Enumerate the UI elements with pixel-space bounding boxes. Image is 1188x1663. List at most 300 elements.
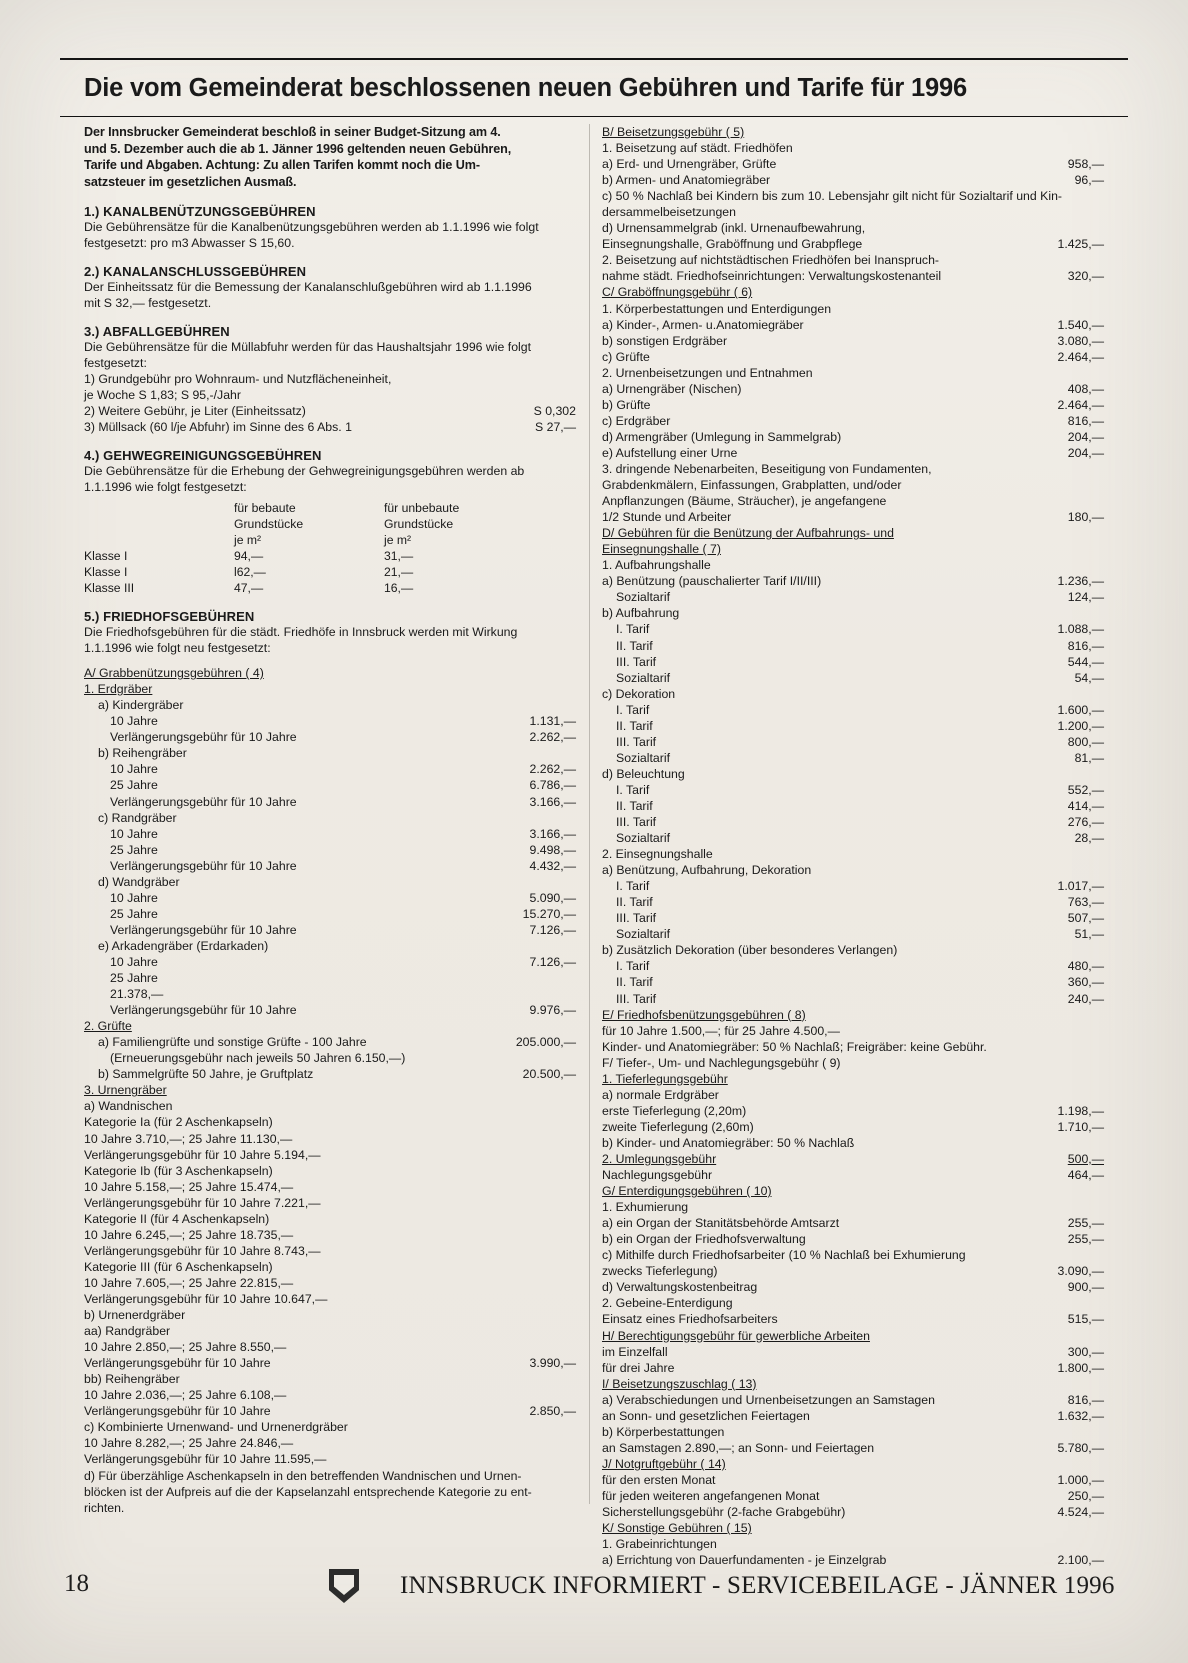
fee-line: 10 Jahre 3.710,—; 25 Jahre 11.130,— — [84, 1131, 293, 1146]
fee-line: aa) Randgräber — [84, 1324, 171, 1339]
fee-row — [602, 236, 1104, 252]
top-rule — [60, 58, 1128, 60]
tail-line: d) Für überzählige Aschenkapseln in den betreffenden Wandnischen und Urnen- — [84, 1468, 522, 1483]
th-blank — [84, 532, 234, 548]
fee-row — [602, 1408, 1104, 1424]
fee-row — [602, 1311, 1104, 1327]
fee-value: 1.088,— — [1057, 622, 1104, 637]
fee-row — [84, 777, 576, 793]
sonstige-list — [602, 1536, 1104, 1568]
fee-value: 900,— — [1067, 1280, 1104, 1295]
fee-line: 1. Aufbahrungshalle — [602, 558, 711, 573]
fee-label: a) Verabschiedungen und Urnenbeisetzungen an Samstagen — [602, 1392, 935, 1407]
fee-row — [602, 1151, 1104, 1167]
fee-line: Kategorie Ia (für 2 Aschenkapseln) — [84, 1115, 273, 1130]
subsection-d-heading: D/ Gebühren für die Benützung der Aufbahrungs- und — [602, 526, 894, 541]
fee-value: 300,— — [1067, 1344, 1104, 1359]
fee-value: 5.780,— — [1057, 1440, 1104, 1455]
fee-row — [602, 894, 1104, 910]
fee-label: für jeden weiteren angefangenen Monat — [602, 1488, 820, 1503]
fee-line: Verlängerungsgebühr für 10 Jahre 5.194,— — [84, 1147, 321, 1162]
fee-row — [84, 1355, 576, 1371]
th-blank — [84, 500, 234, 516]
section-1-line: festgesetzt: pro m3 Abwasser S 15,60. — [84, 235, 295, 250]
th-unbebaut: für unbebaute — [384, 500, 460, 515]
fee-value: 20.500,— — [522, 1067, 576, 1082]
fee-value: 507,— — [1067, 911, 1104, 926]
section-2-line: Der Einheitssatz für die Bemessung der Kanalanschlußgebühren wird ab 1.1.1996 — [84, 280, 532, 295]
intro-paragraph — [84, 124, 576, 191]
fee-label: III. Tarif — [616, 991, 657, 1006]
subsection-g-heading: G/ Enterdigungsgebühren ( 10) — [602, 1184, 772, 1199]
fee-label: b) Armen- und Anatomiegräber — [602, 173, 771, 188]
fee-value: 500,— — [1067, 1152, 1104, 1166]
fee-label: b) Grüfte — [602, 397, 651, 412]
fee-row — [602, 1504, 1104, 1520]
subsection-grufte-sub: 2. Grüfte — [84, 1019, 132, 1034]
fee-line: 2. Beisetzung auf nichtstädtischen Friedhöfen bei Inanspruch- — [602, 253, 940, 268]
footer-title: INNSBRUCK INFORMIERT - SERVICEBEILAGE - JÄNNER 1996 — [400, 1572, 1115, 1599]
fee-value: 2.262,— — [529, 762, 576, 777]
fee-label: Verlängerungsgebühr für 10 Jahre — [110, 730, 297, 745]
fee-row — [602, 702, 1104, 718]
fee-line: (Erneuerungsgebühr nach jeweils 50 Jahren 6.150,—) — [110, 1051, 406, 1066]
fee-label: Verlängerungsgebühr für 10 Jahre — [84, 1404, 271, 1419]
subsection-k-heading: K/ Sonstige Gebühren ( 15) — [602, 1521, 752, 1536]
cell-unbebaut: 31,— — [384, 548, 414, 563]
fee-line: bb) Reihengräber — [84, 1372, 180, 1387]
right-column — [602, 124, 1104, 1568]
cell-bebaut: 47,— — [234, 580, 264, 595]
fee-line: Anpflanzungen (Bäume, Sträucher), je angefangene — [602, 494, 887, 509]
fee-line: dersammelbeisetzungen — [602, 205, 736, 220]
subsection-i-heading: I/ Beisetzungszuschlag ( 13) — [602, 1376, 757, 1391]
fee-value: 1.131,— — [529, 714, 576, 729]
fee-label: III. Tarif — [616, 815, 657, 830]
fee-row — [84, 419, 576, 435]
fee-row — [84, 1002, 576, 1018]
fee-line: Kategorie Ib (für 3 Aschenkapseln) — [84, 1163, 273, 1178]
fee-label: Verlängerungsgebühr für 10 Jahre — [110, 1003, 297, 1018]
fee-row — [84, 1034, 576, 1050]
table-row — [84, 564, 576, 580]
fee-row — [602, 445, 1104, 461]
fee-value: 4.524,— — [1057, 1505, 1104, 1520]
fee-value: 1.000,— — [1057, 1472, 1104, 1487]
table-header-row — [84, 516, 576, 532]
fee-row — [602, 830, 1104, 846]
fee-row — [84, 890, 576, 906]
fee-label: an Sonn- und gesetzlichen Feiertagen — [602, 1408, 810, 1423]
fee-value: 1.017,— — [1057, 879, 1104, 894]
fee-row — [602, 429, 1104, 445]
fee-label: I. Tarif — [616, 622, 650, 637]
fee-line: 1. Exhumierung — [602, 1200, 689, 1215]
tieferlegung-list — [602, 1087, 1104, 1183]
section-4-line: Die Gebührensätze für die Erhebung der Gehwegreinigungsgebühren werden ab — [84, 464, 525, 479]
page-footer — [60, 1566, 1128, 1612]
subsection-urnen-sub: 3. Urnengräber — [84, 1083, 167, 1098]
fee-row — [602, 1215, 1104, 1231]
fee-line: 21.378,— — [110, 987, 164, 1002]
fee-value: S 0,302 — [533, 404, 576, 419]
fee-label: Sicherstellungsgebühr (2-fache Grabgebühr) — [602, 1505, 846, 1520]
fee-label: für den ersten Monat — [602, 1472, 716, 1487]
tail-line: richten. — [84, 1500, 125, 1515]
fee-row — [84, 761, 576, 777]
fee-line: d) Wandgräber — [98, 874, 180, 889]
fee-value: 1.710,— — [1057, 1119, 1104, 1134]
fee-line: c) Dekoration — [602, 686, 676, 701]
section-3-line: je Woche S 1,83; S 95,-/Jahr — [84, 388, 241, 403]
fee-label: zwecks Tieferlegung) — [602, 1264, 718, 1279]
subsection-c-heading: C/ Graböffnungsgebühr ( 6) — [602, 285, 753, 300]
fee-label: a) Errichtung von Dauerfundamenten - je Einzelgrab — [602, 1553, 887, 1568]
fee-row — [84, 922, 576, 938]
fee-label: III. Tarif — [616, 734, 657, 749]
fee-label: III. Tarif — [616, 654, 657, 669]
fee-value: S 27,— — [534, 420, 576, 435]
fee-row — [602, 1119, 1104, 1135]
fee-label: II. Tarif — [616, 718, 653, 733]
fee-row — [602, 621, 1104, 637]
section-3-line: festgesetzt: — [84, 356, 147, 371]
fee-row — [602, 814, 1104, 830]
fee-row — [602, 1167, 1104, 1183]
fee-row — [602, 991, 1104, 1007]
fee-value: 205.000,— — [515, 1035, 576, 1050]
fee-line: 1. Beisetzung auf städt. Friedhöfen — [602, 141, 793, 156]
fee-row — [602, 878, 1104, 894]
fee-value: 81,— — [1074, 750, 1104, 765]
fee-value: 240,— — [1067, 991, 1104, 1006]
section-heading-1: 1.) KANALBENÜTZUNGSGEBÜHREN — [84, 203, 316, 219]
fee-label: b) Sammelgrüfte 50 Jahre, je Gruftplatz — [98, 1067, 314, 1082]
fee-label: 2. Umlegungsgebühr — [602, 1152, 717, 1166]
berechtigung-list — [602, 1344, 1104, 1376]
fee-value: 958,— — [1067, 157, 1104, 172]
fee-row — [602, 381, 1104, 397]
fee-value: 816,— — [1067, 638, 1104, 653]
fee-value: 408,— — [1067, 381, 1104, 396]
fee-row — [602, 1103, 1104, 1119]
fee-value: 360,— — [1067, 975, 1104, 990]
subsection-f-heading: F/ Tiefer-, Um- und Nachlegungsgebühr ( 9) — [602, 1055, 841, 1070]
fee-label: Nachlegungsgebühr — [602, 1168, 713, 1183]
fee-value: 464,— — [1067, 1168, 1104, 1183]
intro-line: und 5. Dezember auch die ab 1. Jänner 1996 geltenden neuen Gebühren, — [84, 141, 512, 156]
fee-value: 1.632,— — [1057, 1408, 1104, 1423]
fee-row — [84, 826, 576, 842]
grufte-list — [84, 1034, 576, 1082]
fee-value: 1.800,— — [1057, 1360, 1104, 1375]
fee-label: II. Tarif — [616, 638, 653, 653]
fee-line: 10 Jahre 7.605,—; 25 Jahre 22.815,— — [84, 1275, 294, 1290]
fee-row — [602, 156, 1104, 172]
fee-label: 3) Müllsack (60 l/je Abfuhr) im Sinne des 6 Abs. 1 — [84, 420, 352, 435]
innsbruck-crest-icon — [326, 1566, 362, 1606]
fee-row — [84, 1403, 576, 1419]
notgruft-list — [602, 1472, 1104, 1520]
subsection-b-heading: B/ Beisetzungsgebühr ( 5) — [602, 125, 745, 139]
section-3-line: Die Gebührensätze für die Müllabfuhr werden für das Haushaltsjahr 1996 wie folgt — [84, 340, 532, 355]
subsection-e-heading: E/ Friedhofsbenützungsgebühren ( 8) — [602, 1007, 806, 1022]
fee-label: Sozialtarif — [616, 831, 670, 846]
beisetzungszuschlag-list — [602, 1392, 1104, 1456]
section-5-line: Die Friedhofsgebühren für die städt. Friedhöfe in Innsbruck werden mit Wirkung — [84, 625, 518, 640]
subsection-a-heading: A/ Grabbenützungsgebühren ( 4) — [84, 666, 264, 681]
cell-class: Klasse III — [84, 580, 135, 595]
th-unit: je m² — [234, 532, 262, 547]
fee-value: 2.262,— — [529, 730, 576, 745]
fee-value: 3.166,— — [529, 794, 576, 809]
fee-label: 1/2 Stunde und Arbeiter — [602, 510, 732, 525]
fee-line: c) 50 % Nachlaß bei Kindern bis zum 10. Lebensjahr gilt nicht für Sozialtarif und Kin- — [602, 189, 1062, 204]
intro-line: Der Innsbrucker Gemeinderat beschloß in seiner Budget-Sitzung am 4. — [84, 125, 501, 139]
fee-value: 414,— — [1067, 798, 1104, 813]
subsection-j-heading: J/ Notgruftgebühr ( 14) — [602, 1456, 726, 1471]
section-heading-5: 5.) FRIEDHOFSGEBÜHREN — [84, 609, 255, 625]
fee-label: a) ein Organ der Stanitätsbehörde Amtsarzt — [602, 1216, 840, 1231]
fee-label: nahme städt. Friedhofseinrichtungen: Verwaltungskostenanteil — [602, 269, 942, 284]
fee-line: b) Urnenerdgräber — [84, 1308, 186, 1323]
left-column — [84, 124, 576, 1516]
fee-row — [602, 413, 1104, 429]
fee-line: Verlängerungsgebühr für 10 Jahre 11.595,— — [84, 1452, 327, 1467]
fee-value: 2.464,— — [1057, 397, 1104, 412]
spacer — [84, 656, 576, 665]
th-blank — [84, 516, 234, 532]
fee-line: d) Beleuchtung — [602, 766, 685, 781]
th-grundstuecke: Grundstücke — [234, 516, 304, 531]
fee-value: 5.090,— — [529, 890, 576, 905]
fee-value: 552,— — [1067, 782, 1104, 797]
fee-value: 250,— — [1067, 1488, 1104, 1503]
fee-value: 96,— — [1074, 173, 1104, 188]
fee-row — [602, 1392, 1104, 1408]
fee-label: I. Tarif — [616, 702, 650, 717]
fee-label: für drei Jahre — [602, 1360, 675, 1375]
fee-line: Verlängerungsgebühr für 10 Jahre 8.743,— — [84, 1243, 321, 1258]
fee-value: 1.600,— — [1057, 702, 1104, 717]
urnengraeber-list — [84, 1098, 576, 1307]
erdgraeber-list — [84, 697, 576, 1018]
fee-row — [602, 1360, 1104, 1376]
fee-line: Verlängerungsgebühr für 10 Jahre 7.221,— — [84, 1195, 321, 1210]
fee-line: c) Mithilfe durch Friedhofsarbeiter (10 % Nachlaß bei Exhumierung — [602, 1248, 966, 1263]
fee-value: 1.236,— — [1057, 574, 1104, 589]
fee-line: b) Kinder- und Anatomiegräber: 50 % Nachlaß — [602, 1135, 855, 1150]
subsection-f-sub: 1. Tieferlegungsgebühr — [602, 1071, 728, 1086]
section-heading-3: 3.) ABFALLGEBÜHREN — [84, 324, 230, 340]
fee-row — [602, 750, 1104, 766]
fee-label: b) ein Organ der Friedhofsverwaltung — [602, 1232, 806, 1247]
fee-row — [602, 974, 1104, 990]
fee-row — [602, 670, 1104, 686]
fee-line: Verlängerungsgebühr für 10 Jahre 10.647,— — [84, 1291, 328, 1306]
section-1-line: Die Gebührensätze für die Kanalbenützungsgebühren werden ab 1.1.1996 wie folgt — [84, 219, 539, 234]
fee-value: 544,— — [1067, 654, 1104, 669]
fee-line: b) Reihengräber — [98, 746, 187, 761]
intro-line: satzsteuer im gesetzlichen Ausmaß. — [84, 175, 297, 190]
fee-value: 7.126,— — [529, 955, 576, 969]
fee-label: a) Erd- und Urnengräber, Grüfte — [602, 157, 777, 172]
fee-row — [602, 782, 1104, 798]
fee-line: e) Arkadengräber (Erdarkaden) — [98, 938, 269, 953]
fee-value: 763,— — [1067, 895, 1104, 910]
th-grundstuecke: Grundstücke — [384, 516, 454, 531]
fee-line: 10 Jahre 2.850,—; 25 Jahre 8.550,— — [84, 1340, 287, 1355]
fee-label: 10 Jahre — [110, 762, 158, 777]
fee-value: 7.126,— — [529, 922, 576, 937]
fee-value: 2.850,— — [529, 1404, 576, 1419]
fee-value: 204,— — [1067, 429, 1104, 444]
fee-value: 816,— — [1067, 413, 1104, 428]
fee-label: a) Urnengräber (Nischen) — [602, 381, 742, 396]
fee-value: 255,— — [1067, 1232, 1104, 1247]
cell-class: Klasse I — [84, 548, 128, 563]
fee-value: 124,— — [1067, 590, 1104, 605]
fee-label: I. Tarif — [616, 959, 650, 974]
fee-row — [602, 268, 1104, 284]
fee-row — [602, 1472, 1104, 1488]
fee-line: Kategorie II (für 4 Aschenkapseln) — [84, 1211, 270, 1226]
fee-label: im Einzelfall — [602, 1344, 668, 1359]
e-line: Kinder- und Anatomiegräber: 50 % Nachlaß; Freigräber: keine Gebühr. — [602, 1039, 987, 1054]
fee-label: II. Tarif — [616, 975, 653, 990]
fee-label: b) sonstigen Erdgräber — [602, 333, 728, 348]
fee-line: 10 Jahre 6.245,—; 25 Jahre 18.735,— — [84, 1227, 294, 1242]
fee-row — [602, 509, 1104, 525]
fee-row — [84, 858, 576, 874]
table-row — [84, 580, 576, 596]
fee-label: a) Kinder-, Armen- u.Anatomiegräber — [602, 317, 804, 332]
fee-line: b) Aufbahrung — [602, 606, 680, 621]
fee-value: 15.270,— — [522, 906, 576, 921]
fee-value: 28,— — [1074, 831, 1104, 846]
fee-label: Einsegnungshalle, Graböffnung und Grabpflege — [602, 237, 863, 252]
fee-label: III. Tarif — [616, 911, 657, 926]
fee-label: Sozialtarif — [616, 670, 670, 685]
fee-line: d) Urnensammelgrab (inkl. Urnenaufbewahrung, — [602, 221, 866, 236]
fee-line: a) Kindergräber — [98, 698, 184, 713]
fee-value: 9.976,— — [529, 1003, 576, 1018]
fee-row — [84, 1066, 576, 1082]
fee-row — [602, 718, 1104, 734]
fee-row — [602, 1344, 1104, 1360]
fee-label: 10 Jahre — [110, 714, 158, 729]
subsection-a-sub: 1. Erdgräber — [84, 682, 153, 697]
fee-line: Kategorie III (für 6 Aschenkapseln) — [84, 1259, 273, 1274]
fee-label: Einsatz eines Friedhofsarbeiters — [602, 1312, 778, 1327]
fee-row — [602, 638, 1104, 654]
fee-label: Verlängerungsgebühr für 10 Jahre — [110, 922, 297, 937]
th-unit: je m² — [384, 532, 412, 547]
fee-value: 515,— — [1067, 1312, 1104, 1327]
fee-value: 2.464,— — [1057, 349, 1104, 364]
fee-value: 54,— — [1074, 670, 1104, 685]
fee-line: 3. dringende Nebenarbeiten, Beseitigung von Fundamenten, — [602, 461, 932, 476]
fee-label: 10 Jahre — [110, 890, 158, 905]
fee-value: 2.100,— — [1057, 1553, 1104, 1568]
fee-value: 4.432,— — [529, 858, 576, 873]
fee-line: a) normale Erdgräber — [602, 1087, 719, 1102]
cell-bebaut: l62,— — [234, 564, 266, 579]
fee-value: 276,— — [1067, 815, 1104, 830]
subsection-d-heading-2: Einsegnungshalle ( 7) — [602, 542, 721, 557]
fee-label: Verlängerungsgebühr für 10 Jahre — [110, 858, 297, 873]
title-rule — [60, 116, 1128, 117]
fee-line: 10 Jahre 2.036,—; 25 Jahre 6.108,— — [84, 1388, 287, 1403]
fee-label: 2) Weitere Gebühr, je Liter (Einheitssatz) — [84, 404, 306, 419]
fee-label: c) Erdgräber — [602, 413, 671, 428]
fee-line: 2. Einsegnungshalle — [602, 847, 713, 862]
table-header-row — [84, 532, 576, 548]
section-4-line: 1.1.1996 wie folgt festgesetzt: — [84, 480, 247, 495]
aufbahrung-list — [602, 557, 1104, 1006]
fee-label: II. Tarif — [616, 798, 653, 813]
fee-value: 3.080,— — [1057, 333, 1104, 348]
fee-value: 1.425,— — [1057, 237, 1104, 252]
fee-value: 1.198,— — [1057, 1103, 1104, 1118]
table-header-row — [84, 500, 576, 516]
fee-value: 816,— — [1067, 1392, 1104, 1407]
fee-row — [84, 842, 576, 858]
fee-label: an Samstagen 2.890,—; an Sonn- und Feiertagen — [602, 1440, 875, 1455]
fee-row — [602, 798, 1104, 814]
fee-value: 204,— — [1067, 445, 1104, 460]
fee-row — [602, 910, 1104, 926]
fee-label: e) Aufstellung einer Urne — [602, 445, 738, 460]
page-number: 18 — [64, 1570, 89, 1597]
fee-label: I. Tarif — [616, 879, 650, 894]
fee-value: 6.786,— — [529, 778, 576, 793]
fee-value: 800,— — [1067, 734, 1104, 749]
fee-label: a) Benützung (pauschalierter Tarif I/II/III) — [602, 574, 822, 589]
fee-row — [84, 794, 576, 810]
enterdigung-list — [602, 1199, 1104, 1327]
fee-row — [602, 573, 1104, 589]
fee-line: 2. Gebeine-Enterdigung — [602, 1296, 733, 1311]
fee-row — [602, 926, 1104, 942]
e-line: für 10 Jahre 1.500,—; für 25 Jahre 4.500,— — [602, 1023, 840, 1038]
fee-label: 25 Jahre — [110, 906, 158, 921]
fee-line: 25 Jahre — [110, 971, 158, 986]
fee-row — [602, 349, 1104, 365]
fee-label: zweite Tieferlegung (2,60m) — [602, 1119, 754, 1134]
fee-label: Sozialtarif — [616, 927, 670, 942]
fee-label: II. Tarif — [616, 895, 653, 910]
cell-class: Klasse I — [84, 564, 128, 579]
fee-value: 51,— — [1074, 927, 1104, 942]
fee-line: b) Körperbestattungen — [602, 1424, 725, 1439]
section-heading-4: 4.) GEHWEGREINIGUNGSGEBÜHREN — [84, 448, 322, 464]
column-divider — [589, 124, 590, 1504]
fee-label: 25 Jahre — [110, 842, 158, 857]
fee-label: I. Tarif — [616, 782, 650, 797]
fee-value: 3.166,— — [529, 826, 576, 841]
fee-value: 480,— — [1067, 959, 1104, 974]
section-2-line: mit S 32,— festgesetzt. — [84, 296, 212, 311]
fee-row — [84, 906, 576, 922]
fee-row — [602, 1279, 1104, 1295]
fee-label: a) Familiengrüfte und sonstige Grüfte - 100 Jahre — [98, 1035, 367, 1050]
cell-unbebaut: 16,— — [384, 580, 414, 595]
article-sheet — [60, 58, 1128, 1568]
fee-row — [602, 734, 1104, 750]
cell-unbebaut: 21,— — [384, 564, 414, 579]
intro-line: Tarife und Abgaben. Achtung: Zu allen Tarifen kommt noch die Um- — [84, 158, 480, 173]
